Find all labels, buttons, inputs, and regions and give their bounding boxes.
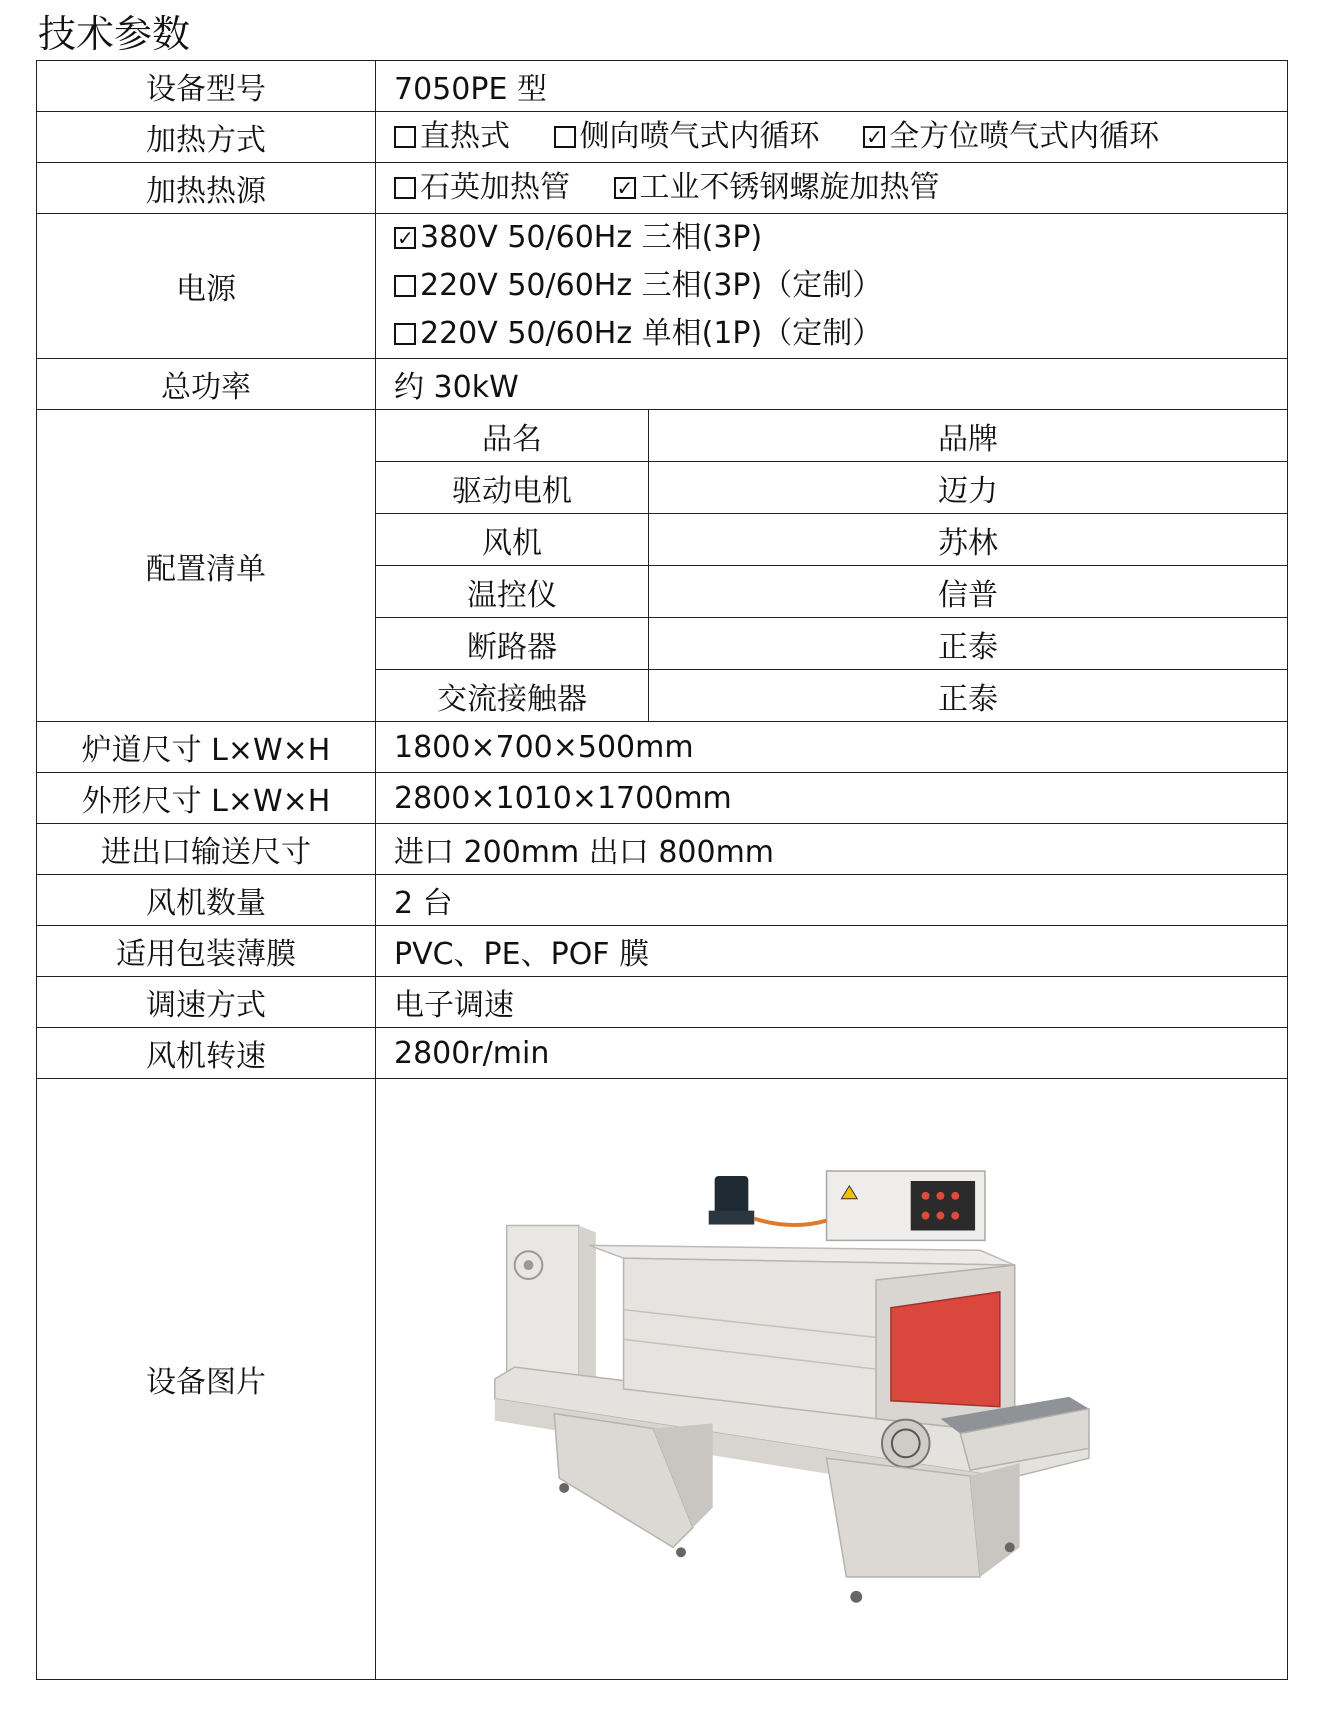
config-item-name: 交流接触器 [376,670,649,722]
label-outer-size: 外形尺寸 L×W×H [37,773,376,824]
option-220v-1p[interactable] [394,310,1287,358]
option-side-jet[interactable] [554,113,820,161]
checkbox-icon[interactable] [394,126,416,148]
value-total-power: 约 30kW [376,359,1288,410]
label-speed-control: 调速方式 [37,977,376,1028]
option-steel-spiral-tube[interactable] [614,164,940,212]
config-row [376,514,1287,566]
value-fan-speed: 2800r/min [376,1028,1288,1079]
config-row [376,462,1287,514]
value-outer-size: 2800×1010×1700mm [376,773,1288,824]
checkbox-icon[interactable] [394,323,416,345]
row-config [37,410,1288,722]
config-row [376,618,1287,670]
value-speed-control: 电子调速 [376,977,1288,1028]
checkbox-checked-icon[interactable] [614,177,636,199]
option-direct-heat[interactable] [394,113,510,161]
checkbox-checked-icon[interactable] [394,227,416,249]
config-cell [376,410,1288,722]
option-quartz-tube[interactable] [394,164,570,212]
config-item-brand: 正泰 [938,681,998,717]
config-item-brand: 迈力 [649,462,1288,514]
config-header-row [376,410,1287,462]
fan-icon [882,1420,930,1468]
label-fan-speed: 风机转速 [37,1028,376,1079]
value-conveyor: 进口 200mm 出口 800mm [376,824,1288,875]
label-model: 设备型号 [37,61,376,112]
label-conveyor: 进出口输送尺寸 [37,824,376,875]
label-total-power: 总功率 [37,359,376,410]
label-heat-source: 加热热源 [37,163,376,214]
row-film [37,926,1288,977]
config-item-name: 风机 [376,514,649,566]
option-220v-3p[interactable] [394,262,1287,310]
value-model: 7050PE 型 [376,61,1288,112]
spec-table [36,60,1288,1680]
checkbox-icon[interactable] [554,126,576,148]
config-row [376,670,1287,722]
option-label: 380V 50/60Hz 三相(3P) [420,220,763,255]
label-fan-count: 风机数量 [37,875,376,926]
row-model [37,61,1288,112]
option-label: 直热式 [420,119,510,154]
label-tunnel-size: 炉道尺寸 L×W×H [37,722,376,773]
row-outer-size [37,773,1288,824]
option-label: 全方位喷气式内循环 [889,119,1160,154]
photo-cell [376,1079,1288,1680]
option-label: 220V 50/60Hz 单相(1P)（定制） [420,316,883,351]
curtain [891,1292,1000,1407]
config-item-name: 驱动电机 [376,462,649,514]
document-title: 技术参数 [38,12,191,56]
config-header-brand: 品牌 [649,410,1288,462]
row-photo [37,1079,1288,1680]
option-label: 石英加热管 [420,170,570,205]
row-conveyor [37,824,1288,875]
config-item-brand: 信普 [649,566,1288,618]
config-table [376,410,1287,721]
row-heat-source [37,163,1288,214]
value-power-supply [376,214,1288,359]
option-label: 工业不锈钢螺旋加热管 [639,170,940,205]
row-power-supply [37,214,1288,359]
config-item-name: 断路器 [376,618,649,670]
label-photo: 设备图片 [37,1079,376,1680]
option-all-direction-jet[interactable] [863,113,1159,161]
row-speed-control [37,977,1288,1028]
row-tunnel-size [37,722,1288,773]
label-config: 配置清单 [37,410,376,722]
label-heating-method: 加热方式 [37,112,376,163]
motor [715,1176,749,1216]
row-heating-method [37,112,1288,163]
config-row [376,566,1287,618]
shrink-tunnel-machine-image [376,1079,1287,1679]
option-label: 220V 50/60Hz 三相(3P)（定制） [420,268,883,303]
config-header-name: 品名 [376,410,649,462]
value-heat-source [376,163,1288,214]
value-film: PVC、PE、POF 膜 [376,926,1288,977]
checkbox-icon[interactable] [394,275,416,297]
row-fan-count [37,875,1288,926]
row-total-power [37,359,1288,410]
config-item-brand: 正泰 [649,618,1288,670]
value-fan-count: 2 台 [376,875,1288,926]
label-film: 适用包装薄膜 [37,926,376,977]
checkbox-checked-icon[interactable] [863,126,885,148]
label-power-supply: 电源 [37,214,376,359]
value-tunnel-size: 1800×700×500mm [376,722,1288,773]
config-item-name: 温控仪 [376,566,649,618]
config-item-brand: 苏林 [649,514,1288,566]
row-fan-speed [37,1028,1288,1079]
value-heating-method [376,112,1288,163]
option-380v-3p[interactable] [394,214,1287,262]
checkbox-icon[interactable] [394,177,416,199]
option-label: 侧向喷气式内循环 [579,119,820,154]
